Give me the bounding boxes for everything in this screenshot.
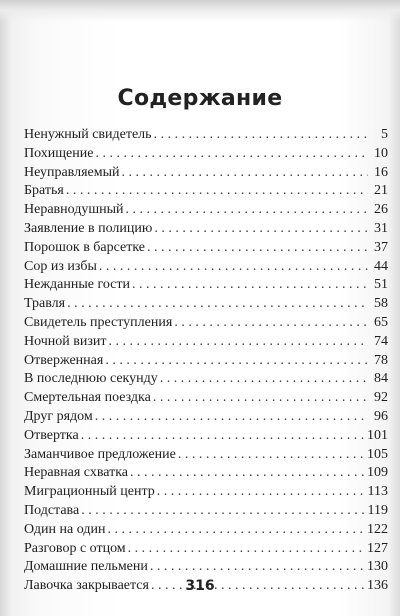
toc-entry-title: В последнюю секунду	[24, 371, 158, 387]
toc-entry-page: 16	[374, 164, 388, 180]
toc-entry-title: Неравная схватка	[24, 465, 129, 481]
toc-entry-title: Один на один	[24, 521, 106, 537]
toc-entry-page: 122	[367, 521, 388, 537]
toc-entry-title: Похищение	[24, 145, 94, 161]
toc-entry-page: 26	[374, 202, 388, 218]
toc-entry-page: 113	[367, 484, 388, 500]
toc-dot-leader	[126, 201, 368, 220]
toc-entry	[24, 540, 388, 559]
toc-entry-title: Отвертка	[24, 427, 79, 443]
toc-entry-page: 31	[374, 220, 388, 236]
page-title: Содержание	[117, 86, 283, 111]
toc-dot-leader	[81, 502, 365, 521]
toc-entry-title: Неравнодушный	[24, 202, 124, 218]
table-of-contents	[24, 126, 388, 596]
toc-entry	[24, 446, 388, 465]
toc-entry-title: Ненужный свидетель	[24, 127, 152, 142]
toc-dot-leader	[157, 483, 366, 502]
toc-entry-page: 84	[374, 371, 388, 387]
toc-dot-leader	[132, 276, 368, 295]
toc-dot-leader	[81, 427, 365, 446]
toc-entry-page: 119	[367, 502, 388, 518]
toc-entry	[24, 239, 388, 258]
toc-entry	[24, 408, 388, 427]
toc-entry-page: 136	[367, 578, 388, 594]
toc-entry	[24, 558, 388, 577]
toc-entry-page: 65	[374, 314, 388, 330]
toc-entry	[24, 427, 388, 446]
toc-entry-page: 109	[367, 465, 388, 481]
toc-entry	[24, 502, 388, 521]
toc-dot-leader	[174, 314, 368, 333]
page-number: 316	[185, 578, 215, 594]
toc-entry-title: Братья	[24, 183, 64, 199]
toc-entry	[24, 370, 388, 389]
toc-entry-title: Домашние пельмени	[24, 559, 148, 575]
toc-entry-page: 127	[367, 540, 388, 556]
toc-entry	[24, 352, 388, 371]
toc-entry	[24, 182, 388, 201]
toc-entry-title: Заявление в полицию	[24, 220, 153, 236]
toc-dot-leader	[178, 446, 365, 465]
toc-entry-page: 37	[374, 239, 388, 255]
toc-entry-page: 44	[374, 258, 388, 274]
toc-entry-title: Неуправляемый	[24, 164, 120, 180]
toc-entry	[24, 276, 388, 295]
toc-entry-title: Свидетель преступления	[24, 314, 173, 330]
toc-entry-title: Порошок в барсетке	[24, 239, 146, 255]
toc-entry-page: 96	[374, 408, 388, 424]
toc-entry-title: Разговор с отцом	[24, 540, 126, 556]
toc-entry-title: Травля	[24, 296, 66, 312]
toc-dot-leader	[154, 126, 368, 145]
toc-dot-leader	[109, 333, 368, 352]
toc-entry-page: 130	[367, 559, 388, 575]
toc-dot-leader	[95, 145, 368, 164]
toc-entry-page: 21	[374, 183, 388, 199]
toc-dot-leader	[67, 295, 368, 314]
toc-entry-title: Нежданные гости	[24, 277, 131, 293]
toc-dot-leader	[105, 352, 368, 371]
toc-entry	[24, 521, 388, 540]
toc-entry-page: 101	[367, 427, 388, 443]
toc-entry	[24, 164, 388, 183]
toc-entry-page: 10	[374, 145, 388, 161]
toc-entry-title: Сор из избы	[24, 258, 97, 274]
toc-dot-leader	[150, 558, 365, 577]
toc-entry	[24, 295, 388, 314]
toc-dot-leader	[122, 164, 368, 183]
toc-entry	[24, 126, 388, 145]
toc-entry-title: Миграционный центр	[24, 484, 155, 500]
toc-entry-page: 58	[374, 296, 388, 312]
toc-entry	[24, 483, 388, 502]
toc-entry	[24, 220, 388, 239]
toc-entry-page: 74	[374, 333, 388, 349]
toc-dot-leader	[154, 220, 368, 239]
toc-entry-title: Друг рядом	[24, 408, 93, 424]
toc-entry-title: Лавочка закрывается	[24, 578, 149, 594]
toc-entry	[24, 145, 388, 164]
toc-entry-title: Заманчивое предложение	[24, 446, 176, 462]
toc-dot-leader	[107, 521, 365, 540]
toc-entry-page: 105	[367, 446, 388, 462]
toc-dot-leader	[130, 464, 365, 483]
toc-entry	[24, 389, 388, 408]
toc-dot-leader	[99, 258, 368, 277]
toc-entry-title: Ночной визит	[24, 333, 107, 349]
toc-dot-leader	[66, 182, 368, 201]
toc-dot-leader	[95, 408, 368, 427]
toc-entry-page: 92	[374, 390, 388, 406]
toc-entry	[24, 314, 388, 333]
toc-entry	[24, 201, 388, 220]
toc-dot-leader	[147, 239, 368, 258]
toc-dot-leader	[153, 389, 368, 408]
toc-entry	[24, 258, 388, 277]
toc-entry	[24, 333, 388, 352]
page-top-shadow	[0, 0, 400, 22]
toc-entry-title: Подстава	[24, 502, 80, 518]
toc-dot-leader	[160, 370, 368, 389]
toc-dot-leader	[128, 540, 365, 559]
toc-entry-page: 78	[374, 352, 388, 368]
toc-entry-title: Смертельная поездка	[24, 390, 151, 406]
toc-entry-page: 51	[374, 277, 388, 293]
toc-entry-title: Отверженная	[24, 352, 104, 368]
toc-entry-page: 5	[381, 127, 388, 142]
toc-entry	[24, 464, 388, 483]
